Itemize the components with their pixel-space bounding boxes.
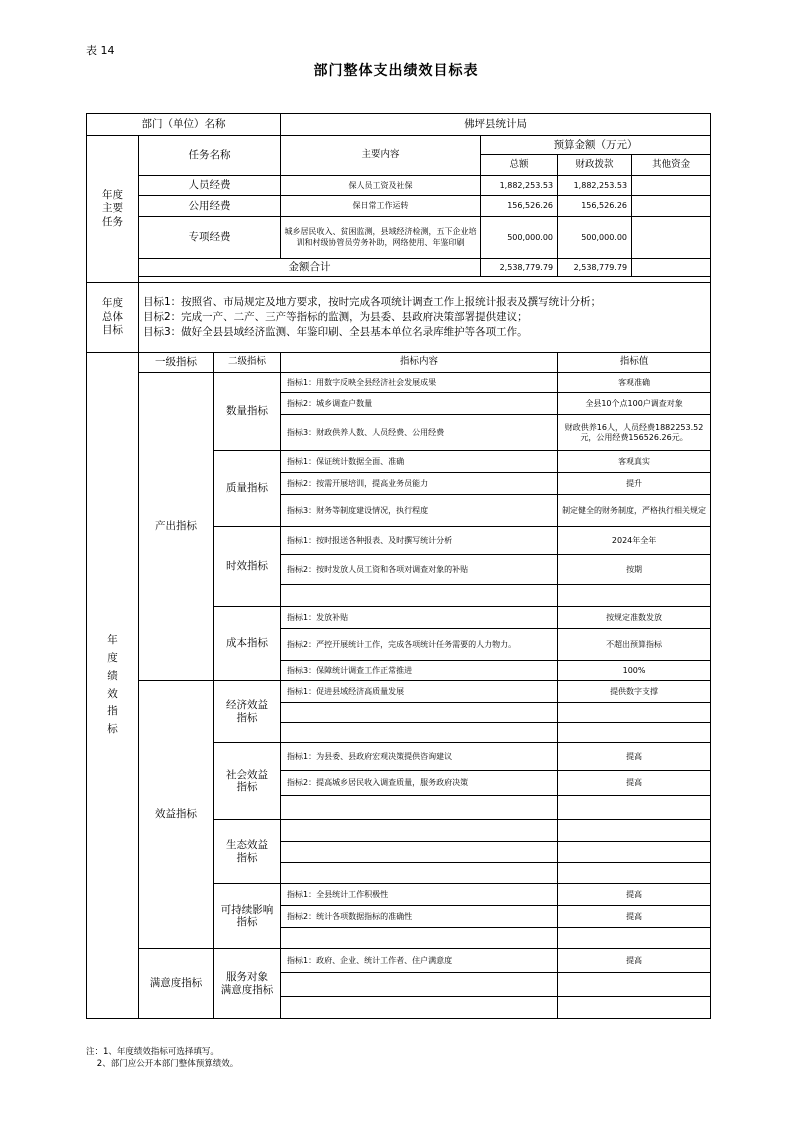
- indicator-content: 指标2：严控开展统计工作，完成各项统计任务需要的人力物力。: [281, 629, 558, 661]
- indicator-content: [281, 863, 558, 884]
- performance-goal-table: [86, 113, 711, 1019]
- indicator-value: [558, 723, 711, 743]
- task-name: 人员经费: [139, 176, 281, 196]
- task-name-header: 任务名称: [139, 136, 281, 176]
- page-title: 部门整体支出绩效目标表: [313, 63, 479, 79]
- indicator-value: 提升: [558, 473, 711, 495]
- indicator-content: 指标2：按需开展培训，提高业务员能力: [281, 473, 558, 495]
- indicator-value: 提高: [558, 949, 711, 973]
- task-content: 城乡居民收入、贫困监测，县域经济检测，五下企业培训和村级协管员劳务补助，网络使用、年鉴印刷: [281, 217, 481, 259]
- footnote: 注：1、年度绩效指标可选择填写。: [86, 1047, 219, 1057]
- cost-indicators: 成本指标: [214, 607, 281, 681]
- indicator-value: 制定健全的财务制度，严格执行相关规定: [558, 495, 711, 527]
- indicator-value: [558, 820, 711, 842]
- indicator-content: [281, 703, 558, 723]
- goal-line: 目标3：做好全县县域经济监测、年鉴印刷、全县基本单位名录库维护等各项工作。: [143, 326, 528, 339]
- indicator-value: [558, 973, 711, 997]
- task-other: [632, 176, 711, 196]
- timeliness-indicators: 时效指标: [214, 527, 281, 607]
- indicator-content: 指标2：提高城乡居民收入调查质量，服务政府决策: [281, 771, 558, 796]
- indicator-content: [281, 796, 558, 820]
- indicator-content: [281, 928, 558, 949]
- task-fiscal: 1,882,253.53: [558, 176, 632, 196]
- indicator-value: [558, 585, 711, 607]
- table-row: [87, 176, 711, 196]
- sum-other: [632, 259, 711, 277]
- indicator-content: 指标1：促进县域经济高质量发展: [281, 681, 558, 703]
- overall-goals-label: 年度 总体 目标: [87, 283, 139, 353]
- task-name: 专项经费: [139, 217, 281, 259]
- indicator-value: 100%: [558, 661, 711, 681]
- benefit-indicators: 效益指标: [139, 681, 214, 949]
- indicator-value: 全县10个点100户调查对象: [558, 393, 711, 415]
- indicator-value: 不超出预算指标: [558, 629, 711, 661]
- total-header: 总额: [481, 155, 558, 176]
- footnotes: [86, 1046, 238, 1071]
- table-row: [87, 949, 711, 973]
- indicator-content: [281, 723, 558, 743]
- indicator-content: 指标1：发放补贴: [281, 607, 558, 629]
- task-content: 保人员工资及社保: [281, 176, 481, 196]
- task-total: 1,882,253.53: [481, 176, 558, 196]
- annual-tasks-label: 年度 主要 任务: [87, 136, 139, 283]
- indicator-value: 按期: [558, 555, 711, 585]
- performance-indicators-label: 年 度 绩 效 指 标: [87, 353, 139, 1019]
- service-satisfaction-indicators: 服务对象 满意度指标: [214, 949, 281, 1019]
- indicator-content: 指标1：用数字反映全县经济社会发展成果: [281, 373, 558, 393]
- ecological-benefit-indicators: 生态效益 指标: [214, 820, 281, 884]
- indicator-value: [558, 863, 711, 884]
- indicator-value: 按规定准数发放: [558, 607, 711, 629]
- table-row: [87, 373, 711, 393]
- output-indicators: 产出指标: [139, 373, 214, 681]
- indicator-content: [281, 973, 558, 997]
- social-benefit-indicators: 社会效益 指标: [214, 743, 281, 820]
- task-other: [632, 217, 711, 259]
- indicator-value: 财政供养16人，人员经费1882253.52元，公用经费156526.26元。: [558, 415, 711, 451]
- task-fiscal: 156,526.26: [558, 196, 632, 217]
- indicator-content: 指标1：全县统计工作积极性: [281, 884, 558, 906]
- indicator-content: 指标1：按时报送各种报表、及时撰写统计分析: [281, 527, 558, 555]
- value-header: 指标值: [558, 353, 711, 373]
- indicator-value: 客观真实: [558, 451, 711, 473]
- goal-line: 目标1：按照省、市局规定及地方要求，按时完成各项统计调查工作上报统计报表及撰写统计分析；: [143, 295, 602, 308]
- task-total: 500,000.00: [481, 217, 558, 259]
- dept-label: 部门（单位）名称: [87, 114, 281, 136]
- indicator-content: 指标2：统计各项数据指标的准确性: [281, 906, 558, 928]
- indicator-value: 提高: [558, 884, 711, 906]
- indicator-value: [558, 703, 711, 723]
- economic-benefit-indicators: 经济效益 指标: [214, 681, 281, 743]
- indicator-content: 指标3：财务等制度建设情况，执行程度: [281, 495, 558, 527]
- indicator-value: 提高: [558, 743, 711, 771]
- level1-header: 一级指标: [139, 353, 214, 373]
- sum-label: 金额合计: [139, 259, 481, 277]
- indicator-content: [281, 997, 558, 1019]
- budget-amount-header: 预算金额（万元）: [481, 136, 711, 155]
- dept-name: 佛坪县统计局: [281, 114, 711, 136]
- indicator-content: 指标3：财政供养人数、人员经费、公用经费: [281, 415, 558, 451]
- indicator-content: [281, 820, 558, 842]
- overall-goals-content: [139, 283, 711, 353]
- table-row: [87, 196, 711, 217]
- indicator-value: 提供数字支撑: [558, 681, 711, 703]
- task-total: 156,526.26: [481, 196, 558, 217]
- indicator-content: 指标3：保障统计调查工作正常推进: [281, 661, 558, 681]
- quality-indicators: 质量指标: [214, 451, 281, 527]
- table-row: [87, 681, 711, 703]
- task-name: 公用经费: [139, 196, 281, 217]
- task-other: [632, 196, 711, 217]
- indicator-value: [558, 928, 711, 949]
- indicator-value: [558, 796, 711, 820]
- indicator-content: [281, 585, 558, 607]
- quantity-indicators: 数量指标: [214, 373, 281, 451]
- indicator-value: 提高: [558, 771, 711, 796]
- task-content: 保日常工作运转: [281, 196, 481, 217]
- sum-total: 2,538,779.79: [481, 259, 558, 277]
- task-fiscal: 500,000.00: [558, 217, 632, 259]
- sum-fiscal: 2,538,779.79: [558, 259, 632, 277]
- indicator-value: 客观准确: [558, 373, 711, 393]
- fiscal-header: 财政拨款: [558, 155, 632, 176]
- table-row: [87, 217, 711, 259]
- goal-line: 目标2：完成一产、二产、三产等指标的监测，为县委、县政府决策部署提供建议；: [143, 310, 528, 323]
- indicator-content: 指标1：保证统计数据全面、准确: [281, 451, 558, 473]
- indicator-content: 指标2：按时发放人员工资和各项对调查对象的补贴: [281, 555, 558, 585]
- sustainable-impact-indicators: 可持续影响 指标: [214, 884, 281, 949]
- satisfaction-indicators: 满意度指标: [139, 949, 214, 1019]
- footnote: 2、部门应公开本部门整体预算绩效。: [86, 1059, 239, 1070]
- indicator-content: [281, 842, 558, 863]
- level2-header: 二级指标: [214, 353, 281, 373]
- content-header: 指标内容: [281, 353, 558, 373]
- indicator-value: [558, 842, 711, 863]
- indicator-value: [558, 997, 711, 1019]
- table-number: 表 14: [86, 44, 115, 57]
- indicator-value: 提高: [558, 906, 711, 928]
- indicator-content: 指标1：政府、企业、统计工作者、住户满意度: [281, 949, 558, 973]
- other-header: 其他资金: [632, 155, 711, 176]
- indicator-content: 指标2：城乡调查户数量: [281, 393, 558, 415]
- indicator-content: 指标1：为县委、县政府宏观决策提供咨询建议: [281, 743, 558, 771]
- indicator-value: 2024年全年: [558, 527, 711, 555]
- main-content-header: 主要内容: [281, 136, 481, 176]
